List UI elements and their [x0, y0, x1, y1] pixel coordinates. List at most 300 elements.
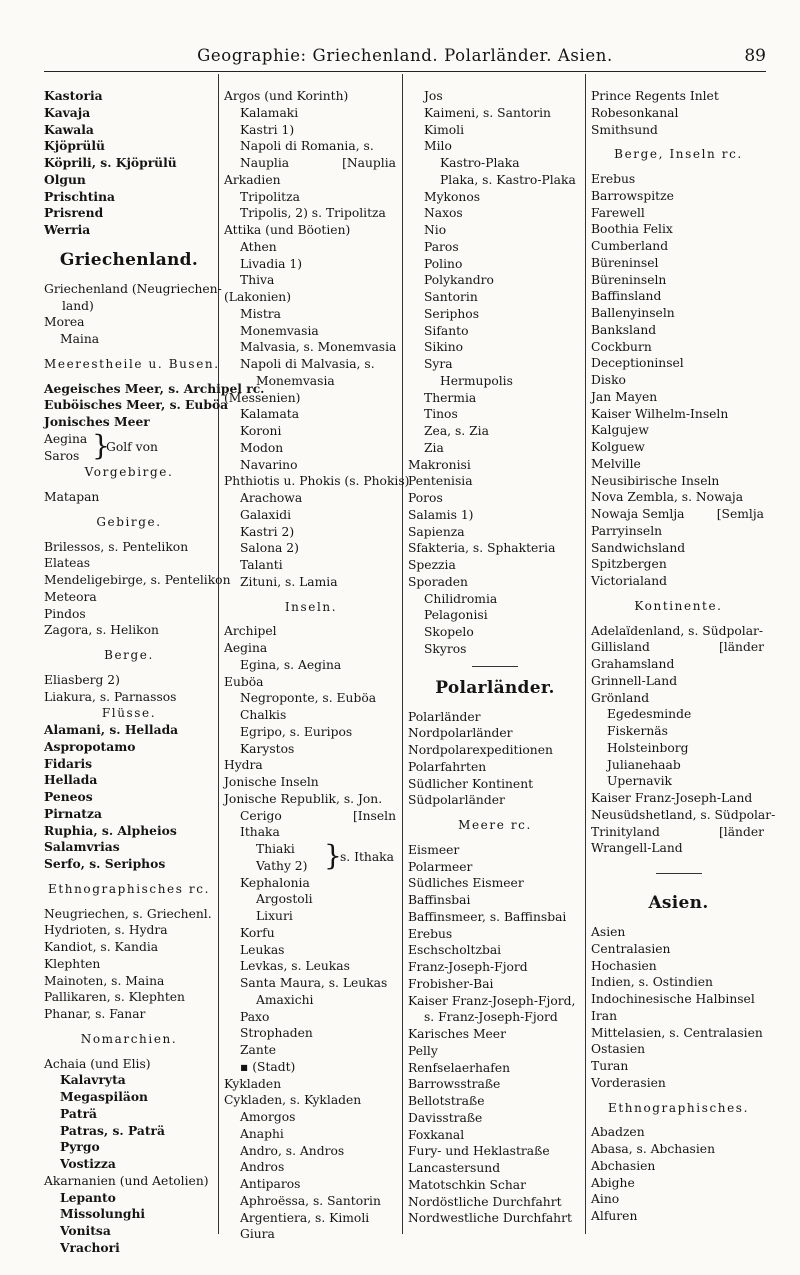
index-column-4 [591, 88, 776, 1238]
index-entry [591, 255, 766, 272]
index-entry-text: Victorialand [591, 574, 668, 588]
index-entry-text: Hydrioten, s. Hydra [44, 923, 168, 938]
index-entry [408, 256, 582, 273]
index-entry-text: Jonische Republik, s. Jon. [224, 791, 383, 806]
index-column-2 [224, 88, 410, 1242]
index-entry [224, 657, 398, 674]
index-entry-text: Tripolis, 2) s. Tripolitza [240, 206, 386, 221]
index-entry [408, 993, 582, 1010]
index-entry-text: Paträ [60, 1105, 98, 1121]
index-entry-text: Egedesminde [607, 707, 692, 722]
brace-symbol: } [324, 839, 342, 872]
index-entry [44, 1240, 214, 1257]
index-entry-text: Südlicher Kontinent [408, 776, 534, 791]
index-entry-text: Nio [424, 223, 447, 237]
index-entry-text: Alfuren [591, 1209, 638, 1223]
index-entry-text: Frobisher-Bai [408, 976, 494, 991]
index-entry [591, 355, 766, 372]
index-entry [408, 1194, 582, 1211]
index-entry [44, 281, 222, 298]
spacer [591, 1092, 766, 1100]
index-entry-text: Patras, s. Paträ [60, 1122, 165, 1138]
index-entry [224, 690, 398, 707]
index-entry [591, 272, 766, 289]
index-entry-text: Asien [591, 925, 626, 939]
index-entry [224, 808, 398, 825]
index-entry-text: Prince Regents Inlet [591, 89, 719, 103]
spacer [44, 1048, 214, 1056]
index-entry [224, 1042, 398, 1059]
index-entry [408, 742, 582, 759]
index-entry [224, 323, 398, 340]
index-entry-text: Hydra [224, 758, 263, 773]
index-entry [591, 1025, 766, 1042]
index-entry-text: Achaia (und Elis) [44, 1056, 151, 1071]
index-entry-text: Paros [424, 239, 459, 254]
index-entry-text: Kandiot, s. Kandia [44, 940, 159, 954]
index-entry-text: Karystos [240, 741, 295, 756]
index-entry-text: Vrachori [60, 1239, 120, 1255]
index-entry [591, 1141, 766, 1158]
index-entry [224, 256, 398, 273]
index-entry-text: Lepanto [60, 1189, 116, 1205]
header-rule [44, 71, 766, 72]
index-entry [591, 406, 766, 423]
index-entry-text: Abchasien [591, 1158, 656, 1173]
index-entry-text: Barrowspitze [591, 188, 674, 203]
index-entry-text: Negroponte, s. Euböa [240, 691, 377, 706]
index-entry [408, 591, 582, 608]
index-entry [591, 706, 766, 723]
index-entry-text: Mendeligebirge, s. Pentelikon [44, 573, 231, 587]
section-heading-text: Polarländer. [435, 677, 555, 698]
index-entry [408, 926, 582, 943]
index-entry-text: Andro, s. Andros [240, 1143, 345, 1158]
index-entry-text: Sapienza [408, 524, 465, 539]
spacer [224, 591, 398, 599]
index-entry-text: Jonisches Meer [44, 414, 150, 429]
index-entry-text: Foxkanal [408, 1127, 465, 1142]
spacer [44, 639, 214, 647]
continuation-text: [Inseln [352, 808, 396, 823]
index-entry [224, 189, 398, 206]
index-entry-text: Arkadien [224, 172, 281, 187]
index-entry-text: Hermupolis [440, 373, 513, 388]
index-entry-text: Kalavryta [60, 1072, 126, 1088]
index-entry-text: Skopelo [424, 625, 474, 639]
index-entry-text: Matapan [44, 490, 100, 504]
index-entry [44, 1006, 214, 1023]
index-entry-text: Baffinsland [591, 289, 662, 304]
spacer [44, 898, 214, 906]
index-entry [224, 172, 398, 189]
index-entry [44, 88, 214, 105]
index-entry [591, 1208, 766, 1225]
index-entry-text: Polarmeer [408, 859, 473, 874]
index-entry [591, 1175, 766, 1192]
index-entry-text: ▪ (Stadt) [240, 1059, 296, 1074]
spacer [408, 701, 582, 709]
index-entry [408, 859, 582, 876]
index-entry [224, 473, 410, 490]
column-divider [218, 74, 219, 1234]
index-entry-text: Kastro-Plaka [440, 156, 520, 170]
index-entry [591, 171, 766, 188]
index-entry [44, 789, 214, 806]
index-entry-text: Matotschkin Schar [408, 1177, 526, 1192]
subsection-heading [44, 647, 214, 664]
spacer [44, 506, 214, 514]
index-entry-text: Nordpolarländer [408, 726, 513, 741]
index-entry [408, 490, 582, 507]
continuation-text: [Semlja [716, 507, 764, 521]
index-entry [224, 891, 398, 908]
subsection-heading-text: Flüsse. [101, 706, 157, 721]
index-entry [408, 524, 582, 541]
index-entry [224, 339, 398, 356]
index-entry-text: Eismeer [408, 842, 460, 857]
index-entry-text: Tinos [424, 407, 458, 422]
index-entry-text: Polino [424, 256, 463, 271]
index-entry-text: Aino [591, 1192, 620, 1207]
index-entry-text: Fiskernäs [607, 724, 668, 738]
index-entry [224, 640, 398, 657]
index-entry [591, 523, 766, 540]
index-entry [44, 922, 214, 939]
index-entry-text: Boothia Felix [591, 222, 673, 237]
index-entry [44, 756, 214, 773]
index-entry [224, 1076, 398, 1093]
index-entry-text: Alamani, s. Hellada [44, 722, 179, 737]
index-entry-text: Naxos [424, 206, 463, 221]
index-entry [408, 306, 582, 323]
index-entry [591, 506, 766, 523]
index-entry [44, 823, 214, 840]
spacer [591, 163, 766, 171]
index-entry [224, 88, 398, 105]
index-entry-text: Grinnell-Land [591, 673, 678, 688]
index-entry-text: Kalamata [240, 407, 300, 422]
index-entry-text: Werria [44, 222, 91, 237]
index-entry [44, 397, 229, 414]
index-entry [408, 507, 582, 524]
index-entry [44, 1072, 214, 1089]
index-entry [224, 440, 398, 457]
spacer [408, 834, 582, 842]
index-entry-text: Koroni [240, 424, 282, 438]
index-entry [224, 222, 398, 239]
index-entry-text: Cockburn [591, 339, 652, 354]
index-entry [44, 906, 214, 923]
index-entry [224, 373, 398, 390]
spacer [591, 615, 766, 623]
index-entry-text: Leukas [240, 942, 285, 957]
index-entry-text: Egina, s. Aegina [240, 657, 342, 672]
index-entry [224, 824, 398, 841]
index-entry [224, 975, 398, 992]
index-entry-text: Euböa [224, 674, 264, 689]
index-entry-text: Köprili, s. Kjöprülü [44, 155, 177, 170]
index-entry-text: Syra [424, 357, 453, 371]
index-entry-text: Neusüdshetland, s. Südpolar- [591, 807, 776, 822]
index-entry-text: Santa Maura, s. Leukas [240, 976, 388, 990]
index-entry [591, 105, 766, 122]
spacer [44, 373, 214, 381]
index-entry-text: Nauplia [240, 156, 290, 170]
index-entry [224, 557, 398, 574]
index-entry-text: Jos [424, 89, 443, 103]
index-entry [224, 908, 398, 925]
index-entry [44, 772, 214, 789]
index-entry-text: Paxo [240, 1009, 270, 1024]
index-entry [224, 1092, 398, 1109]
page-header [44, 40, 766, 72]
index-entry-text: Kykladen [224, 1076, 282, 1091]
subsection-heading-text: Gebirge. [96, 514, 162, 529]
index-entry [44, 1206, 214, 1223]
index-entry-text: Mykonos [424, 189, 481, 204]
spacer [44, 873, 214, 881]
index-entry [408, 976, 582, 993]
page-number: 89 [744, 46, 766, 66]
index-entry [408, 1160, 582, 1177]
index-entry [591, 790, 766, 807]
subsection-heading [591, 146, 766, 163]
brace-label: s. Ithaka [340, 850, 394, 864]
index-entry-text: Farewell [591, 205, 645, 220]
index-entry-text: Megaspiläon [60, 1089, 148, 1104]
index-entry-text: Abasa, s. Abchasien [591, 1142, 716, 1156]
index-entry [591, 1041, 766, 1058]
index-entry [224, 205, 398, 222]
index-entry-text: Trinityland [591, 824, 660, 839]
index-entry-text: Deceptioninsel [591, 356, 684, 371]
index-entry-text: Nova Zembla, s. Nowaja [591, 490, 744, 505]
index-entry [408, 406, 582, 423]
index-entry-text: Upernavik [607, 774, 672, 789]
subsection-heading [44, 464, 214, 481]
index-entry [224, 1143, 398, 1160]
index-entry-text: Pelly [408, 1043, 438, 1058]
index-entry-text: Amaxichi [256, 992, 314, 1007]
index-entry [408, 189, 582, 206]
index-entry [408, 1210, 582, 1227]
section-heading [591, 890, 766, 916]
index-entry-text: Meteora [44, 589, 97, 604]
index-entry [224, 390, 398, 407]
index-entry [591, 1058, 766, 1075]
index-entry [44, 722, 214, 739]
index-entry-text: Cumberland [591, 239, 669, 253]
index-entry-text: Ruphia, s. Alpheios [44, 822, 177, 838]
index-entry-text: Polarländer [408, 709, 481, 724]
index-entry-text: Sporaden [408, 574, 468, 589]
index-entry-text: Tripolitza [240, 189, 300, 204]
subsection-heading-text: Nomarchien. [80, 1031, 178, 1046]
index-entry [44, 1106, 214, 1123]
index-entry [44, 1139, 214, 1156]
index-entry-text: Monemvasia [256, 373, 335, 388]
index-entry [408, 574, 582, 591]
index-entry [44, 672, 214, 689]
index-entry-text: Cerigo [240, 808, 282, 823]
index-entry [44, 989, 214, 1006]
subsection-heading-text: Berge. [104, 648, 154, 662]
subsection-heading [44, 514, 214, 531]
index-entry-text: Erebus [408, 926, 453, 941]
index-entry-text: Iran [591, 1008, 617, 1023]
index-entry-text: Aegeisches Meer, s. Archipel rc. [44, 380, 265, 396]
spacer [44, 531, 214, 539]
index-entry-text: Anaphi [240, 1126, 284, 1141]
index-entry-text: Missolunghi [60, 1206, 146, 1222]
subsection-heading [44, 705, 214, 722]
index-entry [408, 959, 582, 976]
index-entry [408, 1076, 582, 1093]
index-entry [591, 623, 766, 640]
index-entry-text: Franz-Joseph-Fjord [408, 960, 528, 974]
index-entry-text: Kawala [44, 121, 94, 137]
index-entry-text: Bellotstraße [408, 1094, 485, 1108]
index-entry [224, 490, 398, 507]
index-entry-text: (Messenien) [224, 390, 301, 405]
index-entry [408, 842, 582, 859]
section-heading [44, 247, 214, 273]
index-entry-text: Julianehaab [607, 757, 681, 772]
index-entry [224, 155, 398, 172]
index-entry-text: Salona 2) [240, 541, 299, 556]
index-entry-text: Turan [591, 1059, 629, 1073]
subsection-heading [44, 881, 214, 898]
index-entry [224, 623, 398, 640]
index-entry [408, 624, 582, 641]
index-entry-text: Nordöstliche Durchfahrt [408, 1194, 562, 1209]
index-entry-text: Indien, s. Ostindien [591, 975, 713, 990]
index-entry [408, 1043, 582, 1060]
index-entry-text: Fury- und Heklastraße [408, 1144, 550, 1159]
index-entry-text: Nordwestliche Durchfahrt [408, 1211, 572, 1226]
subsection-heading-text: Meerestheile u. Busen. [44, 356, 220, 371]
index-entry-text: Attika (und Böotien) [224, 223, 351, 237]
index-entry [591, 473, 766, 490]
index-entry-text: Olgun [44, 171, 86, 187]
spacer [44, 664, 214, 672]
index-entry-text: Salamis 1) [408, 507, 474, 522]
index-entry-text: Baffinsbai [408, 893, 471, 907]
index-entry [44, 839, 214, 856]
index-entry [224, 1109, 398, 1126]
index-entry [44, 314, 214, 331]
index-entry-text: Korfu [240, 925, 275, 940]
index-entry-text: Abadzen [591, 1125, 645, 1140]
index-entry [408, 222, 582, 239]
index-entry [408, 892, 582, 909]
index-entry-text: Wrangell-Land [591, 841, 683, 856]
index-entry [224, 574, 398, 591]
index-entry [408, 540, 582, 557]
section-heading-text: Asien. [648, 893, 709, 913]
index-entry-text: Galaxidi [240, 507, 292, 522]
index-entry-text: Sfakteria, s. Sphakteria [408, 541, 556, 556]
index-entry-text: Nordpolarexpeditionen [408, 743, 553, 757]
index-entry [44, 189, 214, 206]
index-entry [591, 958, 766, 975]
index-entry [44, 622, 214, 639]
index-entry-text: Hochasien [591, 958, 657, 973]
index-entry [408, 1009, 582, 1026]
index-entry-text: Liakura, s. Parnassos [44, 689, 177, 704]
index-entry-text: Klephten [44, 956, 101, 971]
index-entry [591, 372, 766, 389]
brace-label: Golf von [106, 439, 158, 454]
index-entry-text: Thiaki [256, 842, 295, 856]
index-entry-text: Melville [591, 456, 641, 471]
section-separator [472, 666, 518, 667]
index-entry-text: Kastoria [44, 88, 103, 103]
index-entry-text: Grönland [591, 690, 650, 705]
index-entry [224, 707, 398, 724]
index-entry-text: Navarino [240, 457, 298, 472]
continuation-text: [länder [718, 824, 764, 839]
index-entry [44, 489, 214, 506]
spacer [591, 138, 766, 146]
index-entry-text: Peneos [44, 789, 93, 804]
index-entry-text: Monemvasia [240, 323, 319, 338]
subsection-heading-text: Kontinente. [634, 598, 723, 613]
index-entry [44, 155, 214, 172]
column-divider [585, 74, 586, 1234]
index-entry-text: Sandwichsland [591, 540, 686, 555]
index-entry-text: Zante [240, 1043, 277, 1057]
index-entry-text: Smithsund [591, 122, 658, 137]
subsection-heading-text: Berge, Inseln rc. [614, 147, 743, 162]
index-entry [224, 1025, 398, 1042]
index-entry-text: Indochinesische Halbinsel [591, 992, 755, 1006]
index-entry [44, 380, 265, 398]
index-entry-text: Chalkis [240, 708, 287, 722]
spacer [408, 809, 582, 817]
index-entry-text: Südpolarländer [408, 793, 505, 808]
index-entry-text: Büreninsel [591, 255, 659, 270]
index-entry-text: Holsteinborg [607, 740, 689, 755]
index-entry-text: Hellada [44, 772, 98, 788]
index-entry-text: Elateas [44, 556, 91, 571]
index-entry [408, 759, 582, 776]
index-entry-text: Vostizza [60, 1156, 116, 1171]
index-entry [44, 1089, 214, 1106]
index-entry-text: Strophaden [240, 1026, 313, 1041]
index-entry [224, 724, 398, 741]
index-entry-text: Polykandro [424, 273, 494, 288]
index-entry-text: s. Franz-Joseph-Fjord [424, 1010, 558, 1025]
index-entry-text: Aspropotamo [44, 738, 136, 754]
index-entry-text: Salamvrias [44, 839, 120, 855]
index-entry-text: Centralasien [591, 941, 671, 956]
index-entry [408, 875, 582, 892]
index-entry-text: Lixuri [256, 909, 293, 923]
index-entry [408, 138, 582, 155]
index-entry [224, 925, 398, 942]
index-entry-text: Mainoten, s. Maina [44, 973, 165, 988]
subsection-heading-text: Ethnographisches. [608, 1100, 749, 1115]
index-entry-text: Erebus [591, 172, 636, 186]
index-entry-text: Akarnanien (und Aetolien) [44, 1173, 209, 1188]
index-entry-text: Zagora, s. Helikon [44, 623, 159, 638]
index-entry [591, 122, 766, 139]
index-entry [44, 222, 214, 239]
index-entry [591, 322, 766, 339]
index-entry [224, 942, 398, 959]
